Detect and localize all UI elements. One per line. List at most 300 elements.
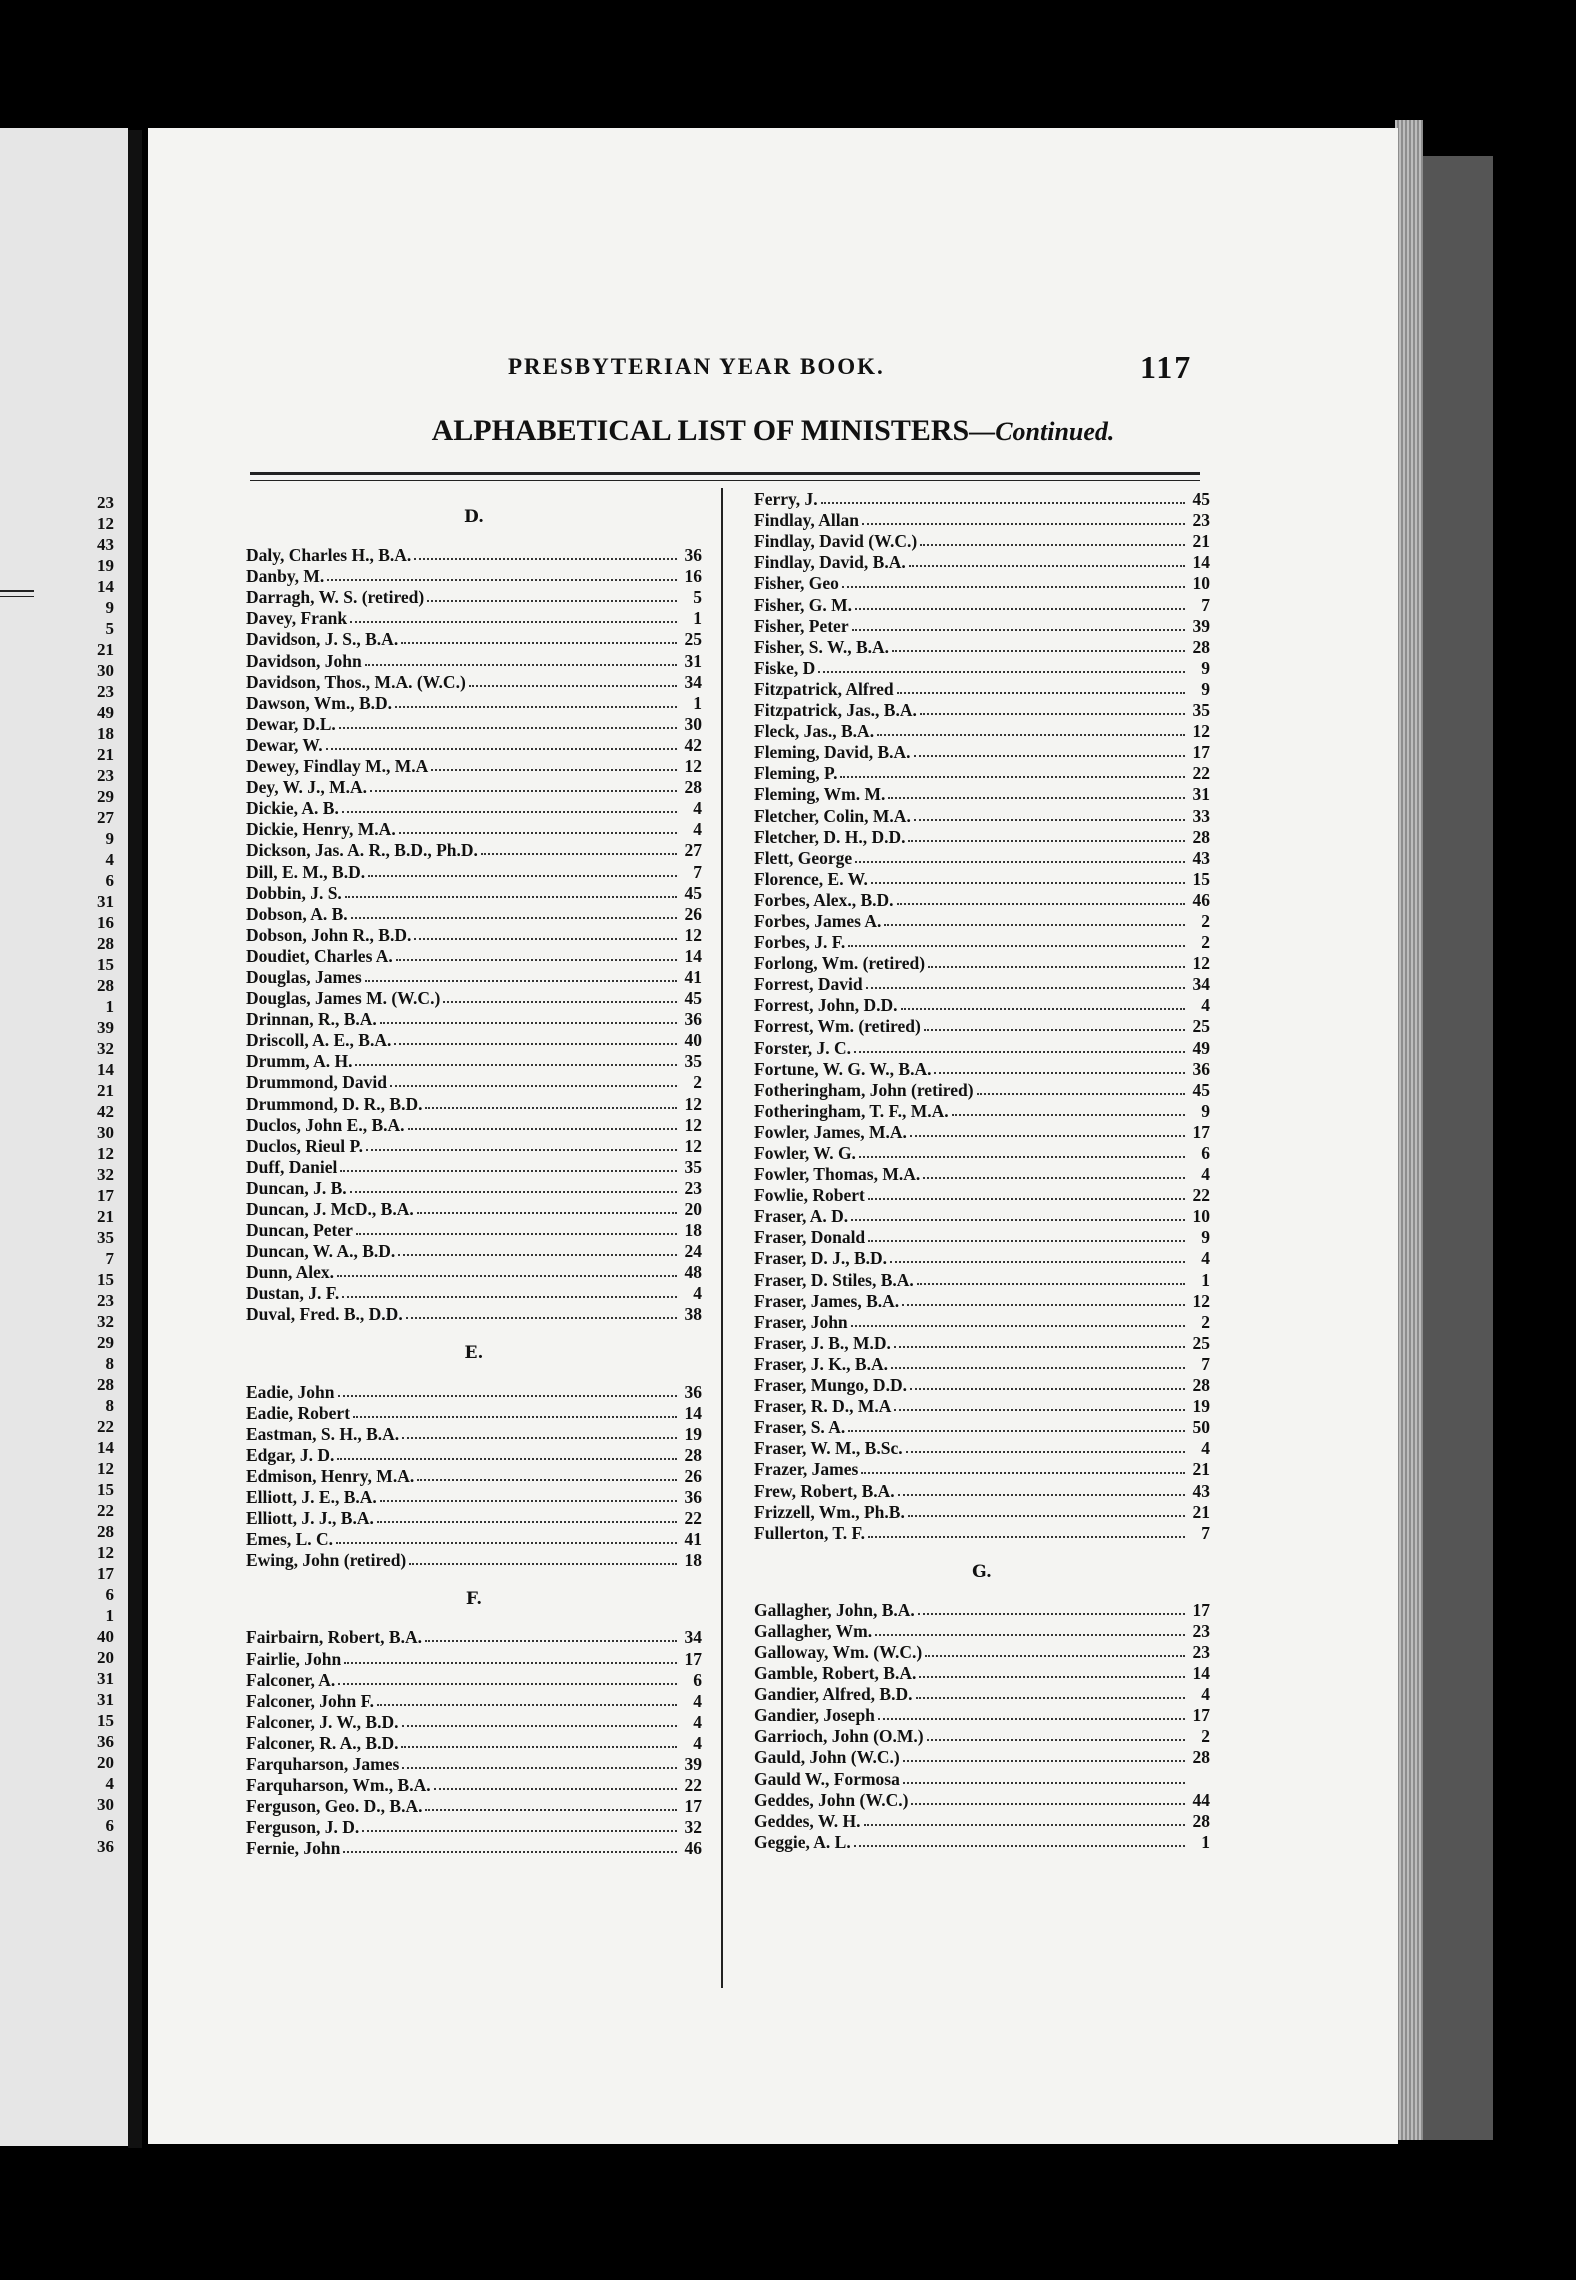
leader-dots (908, 840, 1185, 842)
list-item (754, 994, 1210, 1015)
minister-name: Fotheringham, T. F., M.A. (754, 1100, 949, 1121)
page-reference: 28 (684, 777, 702, 798)
leader-dots (894, 1346, 1185, 1348)
page-reference: 40 (684, 1030, 702, 1051)
previous-page-number: 4 (105, 1774, 114, 1793)
list-item (246, 1465, 702, 1486)
page-reference: 2 (1201, 910, 1210, 931)
list-item (754, 1789, 1210, 1810)
page-reference: 7 (1201, 1522, 1210, 1543)
page-reference: 46 (1192, 889, 1210, 910)
page-reference: 6 (1201, 1143, 1210, 1163)
previous-page-number: 16 (97, 913, 114, 932)
leader-dots (854, 1051, 1185, 1053)
page-reference: 36 (684, 1487, 702, 1508)
previous-page-number: 21 (97, 745, 114, 764)
minister-name: Dunn, Alex. (246, 1262, 335, 1283)
page-reference: 10 (1192, 1206, 1210, 1227)
previous-page-number: 27 (97, 808, 114, 827)
previous-page-number: 39 (97, 1018, 114, 1037)
minister-name: Forbes, J. F. (754, 932, 846, 953)
list-item (754, 488, 1210, 509)
leader-dots (871, 882, 1185, 884)
leader-dots (892, 650, 1185, 652)
leader-dots (884, 924, 1185, 926)
page-reference: 7 (1201, 594, 1210, 615)
previous-page-number: 23 (97, 493, 114, 512)
minister-name: Gallagher, Wm. (754, 1620, 873, 1641)
minister-name: Darragh, W. S. (retired) (246, 587, 425, 608)
previous-page-number: 5 (105, 619, 114, 638)
previous-page-number: 21 (97, 1081, 114, 1100)
minister-name: Fraser, John (754, 1311, 848, 1332)
section-letter: F. (465, 1589, 483, 1610)
leader-dots (353, 1416, 677, 1418)
page-reference: 28 (1192, 636, 1210, 657)
leader-dots (854, 1845, 1185, 1847)
previous-page-number-column (54, 492, 114, 1857)
list-item (246, 1444, 702, 1465)
list-item (246, 1282, 702, 1303)
leader-dots (434, 1788, 677, 1790)
leader-dots (890, 1261, 1185, 1263)
leader-dots (920, 544, 1185, 546)
list-item (754, 615, 1210, 636)
page-reference: 36 (1192, 1058, 1210, 1079)
leader-dots (901, 1008, 1185, 1010)
previous-page-rule (0, 590, 34, 597)
previous-page-number: 23 (97, 1291, 114, 1310)
previous-page-number: 18 (97, 724, 114, 743)
list-item (754, 1332, 1210, 1353)
page-reference: 10 (1192, 573, 1210, 594)
leader-dots (394, 1043, 677, 1045)
list-item (754, 1725, 1210, 1746)
leader-dots (355, 1064, 677, 1066)
page-reference: 4 (693, 1690, 702, 1711)
minister-name: Fraser, J. B., M.D. (754, 1332, 891, 1353)
minister-name: Fisher, Peter (754, 615, 849, 636)
list-item (754, 1036, 1210, 1057)
minister-name: Fraser, A. D. (754, 1206, 849, 1227)
minister-name: Falconer, John F. (246, 1690, 375, 1711)
page-reference: 21 (1192, 1459, 1210, 1480)
page-reference: 17 (1192, 742, 1210, 763)
list-item (754, 931, 1210, 952)
leader-dots (326, 748, 677, 750)
page-reference: 45 (684, 882, 702, 903)
minister-name: Forrest, David (754, 974, 863, 995)
page-reference: 12 (684, 924, 702, 945)
leader-dots (351, 917, 677, 919)
page-reference: 46 (684, 1838, 702, 1859)
list-item (754, 678, 1210, 699)
list-item (754, 1184, 1210, 1205)
minister-name: Duff, Daniel (246, 1156, 338, 1177)
leader-dots (338, 1395, 678, 1397)
list-item (754, 889, 1210, 910)
minister-name: Duclos, John E., B.A. (246, 1114, 405, 1135)
page-reference: 17 (1192, 1599, 1210, 1620)
list-item (754, 1268, 1210, 1289)
page-reference: 14 (684, 945, 702, 966)
page-reference: 31 (1192, 784, 1210, 805)
previous-page-number: 20 (97, 1753, 114, 1772)
minister-name: Emes, L. C. (246, 1529, 334, 1550)
page-reference: 22 (1192, 763, 1210, 784)
leader-dots (842, 586, 1185, 588)
list-item (754, 1015, 1210, 1036)
page-reference: 44 (1192, 1789, 1210, 1810)
leader-dots (362, 1830, 677, 1832)
leader-dots (917, 1283, 1185, 1285)
leader-dots (398, 1254, 677, 1256)
minister-name: Fleming, David, B.A. (754, 742, 911, 763)
minister-name: Geddes, W. H. (754, 1810, 861, 1831)
list-item (246, 1711, 702, 1732)
leader-dots (928, 966, 1185, 968)
list-item (754, 1247, 1210, 1268)
page-reference: 31 (684, 650, 702, 671)
page-reference: 28 (1192, 1747, 1210, 1768)
leader-dots (377, 1521, 677, 1523)
minister-name: Farquharson, Wm., B.A. (246, 1775, 431, 1796)
previous-page-number: 32 (97, 1312, 114, 1331)
previous-page-number: 15 (97, 1711, 114, 1730)
minister-name: Falconer, A. (246, 1669, 336, 1690)
page-reference: 36 (684, 545, 702, 566)
page-reference: 26 (684, 903, 702, 924)
leader-dots (365, 980, 677, 982)
previous-page-number: 30 (97, 1123, 114, 1142)
section-letter: D. (463, 507, 485, 527)
page-reference: 25 (1192, 1016, 1210, 1037)
list-item (246, 734, 702, 755)
minister-name: Fraser, James, B.A. (754, 1290, 900, 1311)
minister-name: Fleck, Jas., B.A. (754, 721, 875, 742)
list-item (246, 1753, 702, 1774)
page-reference: 42 (684, 734, 702, 755)
list-item (246, 1380, 702, 1401)
leader-dots (425, 1809, 677, 1811)
leader-dots (862, 523, 1185, 525)
minister-name: Duclos, Rieul P. (246, 1135, 364, 1156)
leader-dots (365, 664, 677, 666)
minister-name: Gauld, John (W.C.) (754, 1747, 900, 1768)
previous-page-number: 4 (105, 850, 114, 869)
minister-name: Findlay, David (W.C.) (754, 531, 918, 552)
leader-dots (408, 1128, 677, 1130)
leader-dots (977, 1093, 1185, 1095)
list-item (246, 1647, 702, 1668)
minister-name: Davey, Frank (246, 608, 348, 629)
list-item (246, 1528, 702, 1549)
list-item (246, 860, 702, 881)
minister-name: Ferguson, Geo. D., B.A. (246, 1796, 423, 1817)
list-item (754, 1058, 1210, 1079)
leader-dots (908, 1515, 1185, 1517)
previous-page-number: 42 (97, 1102, 114, 1121)
list-item (754, 1142, 1210, 1163)
leader-dots (396, 959, 677, 961)
leader-dots (390, 1085, 677, 1087)
list-item (246, 924, 702, 945)
leader-dots (918, 1613, 1185, 1615)
list-item (754, 741, 1210, 762)
page-reference: 28 (684, 1444, 702, 1465)
leader-dots (902, 1304, 1185, 1306)
list-item (754, 826, 1210, 847)
list-item (246, 1669, 702, 1690)
leader-dots (342, 1296, 677, 1298)
list-item (246, 1774, 702, 1795)
list-item (246, 1092, 702, 1113)
minister-name: Fletcher, Colin, M.A. (754, 805, 911, 826)
leader-dots (340, 1170, 677, 1172)
minister-name: Duncan, W. A., B.D. (246, 1241, 396, 1262)
leader-dots (380, 1022, 677, 1024)
page-reference: 43 (1192, 847, 1210, 868)
leader-dots (370, 790, 677, 792)
minister-name: Farquharson, James (246, 1753, 400, 1774)
list-item (754, 1311, 1210, 1332)
page-reference: 4 (1201, 1438, 1210, 1459)
page-reference: 2 (693, 1072, 702, 1093)
minister-name: Davidson, J. S., B.A. (246, 629, 399, 650)
leader-dots (848, 945, 1185, 947)
column-divider (721, 488, 723, 1988)
previous-page-number: 28 (97, 1375, 114, 1394)
minister-name: Forrest, John, D.D. (754, 995, 898, 1016)
page-reference: 17 (1192, 1705, 1210, 1726)
page-reference: 25 (1192, 1332, 1210, 1353)
previous-page-number: 19 (97, 556, 114, 575)
list-item (754, 530, 1210, 551)
leader-dots (336, 1542, 677, 1544)
page-reference: 28 (1192, 826, 1210, 847)
previous-page-number: 36 (97, 1732, 114, 1751)
previous-page-number: 32 (97, 1039, 114, 1058)
leader-dots (906, 1451, 1185, 1453)
page-reference: 2 (1201, 1311, 1210, 1332)
list-item (246, 713, 702, 734)
previous-page-number: 1 (105, 997, 114, 1016)
list-item (246, 818, 702, 839)
page-reference: 34 (684, 1627, 702, 1648)
page-reference: 32 (684, 1817, 702, 1838)
leader-dots (864, 1824, 1186, 1826)
page-reference: 4 (1201, 1684, 1210, 1705)
page-reference: 45 (684, 988, 702, 1009)
leader-dots (344, 1662, 677, 1664)
page-reference: 26 (684, 1465, 702, 1486)
minister-name: Fowler, W. G. (754, 1143, 856, 1163)
list-item (246, 903, 702, 924)
page-number: 117 (1140, 349, 1193, 385)
page-reference: 36 (684, 1381, 702, 1402)
book-gutter (128, 130, 142, 2148)
page-reference: 12 (684, 756, 702, 777)
list-item (246, 1626, 702, 1647)
minister-name: Gamble, Robert, B.A. (754, 1663, 917, 1684)
previous-page-number: 28 (97, 1522, 114, 1541)
page-reference: 12 (684, 1135, 702, 1156)
list-item (246, 882, 702, 903)
minister-name: Duncan, J. McD., B.A. (246, 1199, 414, 1219)
page-reference: 2 (1201, 932, 1210, 953)
list-item (754, 1100, 1210, 1121)
leader-dots (925, 1655, 1185, 1657)
list-item (246, 1114, 702, 1135)
page-reference: 9 (1201, 1227, 1210, 1248)
previous-page-number: 30 (97, 661, 114, 680)
list-item (246, 1690, 702, 1711)
previous-page-number: 35 (97, 1228, 114, 1247)
minister-name: Fraser, Mungo, D.D. (754, 1375, 907, 1396)
page-reference: 14 (684, 1402, 702, 1423)
list-item (754, 1704, 1210, 1725)
page-reference: 39 (1192, 615, 1210, 636)
page-reference: 30 (684, 713, 702, 734)
minister-name: Galloway, Wm. (W.C.) (754, 1641, 923, 1662)
title-rule (250, 472, 1200, 475)
previous-page-number: 29 (97, 1333, 114, 1352)
minister-name: Doudiet, Charles A. (246, 945, 393, 966)
minister-name: Dobson, A. B. (246, 903, 348, 924)
previous-page-number: 9 (105, 598, 114, 617)
leader-dots (417, 1212, 677, 1214)
leader-dots (469, 685, 677, 687)
right-column (754, 488, 1210, 1852)
title-rule-thin (250, 480, 1200, 481)
minister-name: Fisher, S. W., B.A. (754, 636, 890, 657)
leader-dots (875, 1634, 1185, 1636)
list-item (246, 607, 702, 628)
minister-name: Fraser, Donald (754, 1227, 866, 1248)
minister-name: Douglas, James M. (W.C.) (246, 988, 441, 1009)
minister-name: Forbes, James A. (754, 910, 882, 931)
minister-name: Fleming, P. (754, 763, 838, 784)
list-item (754, 762, 1210, 783)
list-item (754, 847, 1210, 868)
previous-page-number: 31 (97, 1690, 114, 1709)
leader-dots (417, 1479, 677, 1481)
section-letter: G. (972, 1561, 992, 1582)
list-item (246, 945, 702, 966)
minister-name: Eadie, John (246, 1381, 335, 1402)
minister-name: Dickson, Jas. A. R., B.D., Ph.D. (246, 840, 478, 861)
leader-dots (855, 608, 1185, 610)
leader-dots (861, 1472, 1185, 1474)
minister-name: Frew, Robert, B.A. (754, 1480, 895, 1501)
list-item (246, 1732, 702, 1753)
previous-page-number: 28 (97, 976, 114, 995)
list-item (246, 1198, 702, 1219)
leader-dots (818, 671, 1185, 673)
leader-dots (934, 1072, 1185, 1074)
previous-page-number: 43 (97, 535, 114, 554)
page-reference: 25 (684, 629, 702, 650)
page-reference: 36 (684, 1009, 702, 1030)
list-item (246, 1135, 702, 1156)
list-item (754, 1683, 1210, 1704)
page-reference: 9 (1201, 678, 1210, 699)
page-reference: 39 (684, 1753, 702, 1774)
previous-page-number: 1 (105, 1606, 114, 1625)
previous-page-number: 8 (105, 1396, 114, 1415)
minister-name: Douglas, James (246, 966, 362, 987)
previous-page-number: 15 (97, 955, 114, 974)
minister-name: Drummond, D. R., B.D. (246, 1093, 423, 1114)
minister-name: Fitzpatrick, Alfred (754, 678, 894, 699)
leader-dots (427, 600, 677, 602)
minister-name: Gauld W., Formosa (754, 1768, 900, 1789)
minister-name: Falconer, R. A., B.D. (246, 1732, 399, 1753)
leader-dots (342, 811, 677, 813)
previous-page-number: 22 (97, 1501, 114, 1520)
leader-dots (911, 1803, 1185, 1805)
list-item (246, 586, 702, 607)
minister-name: Drummond, David (246, 1072, 387, 1093)
minister-name: Garrioch, John (O.M.) (754, 1726, 924, 1747)
list-item (754, 657, 1210, 678)
list-item (246, 1050, 702, 1071)
minister-name: Duval, Fred. B., D.D. (246, 1304, 403, 1325)
leader-dots (851, 1325, 1185, 1327)
list-title (148, 414, 1398, 448)
minister-name: Fullerton, T. F. (754, 1522, 866, 1543)
minister-name: Davidson, John (246, 650, 362, 671)
leader-dots (425, 1107, 677, 1109)
previous-page-number: 12 (97, 1459, 114, 1478)
list-item (246, 776, 702, 797)
leader-dots (891, 1367, 1185, 1369)
list-item (246, 1008, 702, 1029)
list-item (754, 636, 1210, 657)
page-reference: 1 (1201, 1831, 1210, 1852)
leader-dots (337, 1458, 677, 1460)
page-reference: 23 (1192, 1641, 1210, 1662)
leader-dots (343, 1851, 677, 1853)
list-item (246, 1219, 702, 1240)
leader-dots (395, 706, 677, 708)
page-reference: 4 (1201, 995, 1210, 1016)
minister-name: Fiske, D (754, 657, 816, 678)
page-reference: 18 (684, 1550, 702, 1571)
minister-name: Gallagher, John, B.A. (754, 1599, 915, 1620)
minister-name: Gandier, Joseph (754, 1705, 875, 1726)
minister-name: Falconer, J. W., B.D. (246, 1711, 399, 1732)
leader-dots (855, 861, 1185, 863)
page-reference: 6 (693, 1669, 702, 1690)
leader-dots (919, 1676, 1185, 1678)
list-item (246, 839, 702, 860)
minister-name: Forrest, Wm. (retired) (754, 1016, 921, 1037)
page-reference: 4 (693, 1732, 702, 1753)
minister-name: Fraser, W. M., B.Sc. (754, 1438, 903, 1459)
list-item (754, 1767, 1210, 1788)
leader-dots (350, 621, 677, 623)
list-item (246, 1402, 702, 1423)
list-item (246, 987, 702, 1008)
minister-name: Fitzpatrick, Jas., B.A. (754, 700, 917, 721)
minister-name: Fowler, Thomas, M.A. (754, 1164, 921, 1185)
page-reference: 41 (684, 966, 702, 987)
leader-dots (337, 1275, 677, 1277)
minister-name: Ferguson, J. D. (246, 1817, 360, 1838)
minister-name: Fotheringham, John (retired) (754, 1079, 974, 1100)
leader-dots (399, 832, 677, 834)
